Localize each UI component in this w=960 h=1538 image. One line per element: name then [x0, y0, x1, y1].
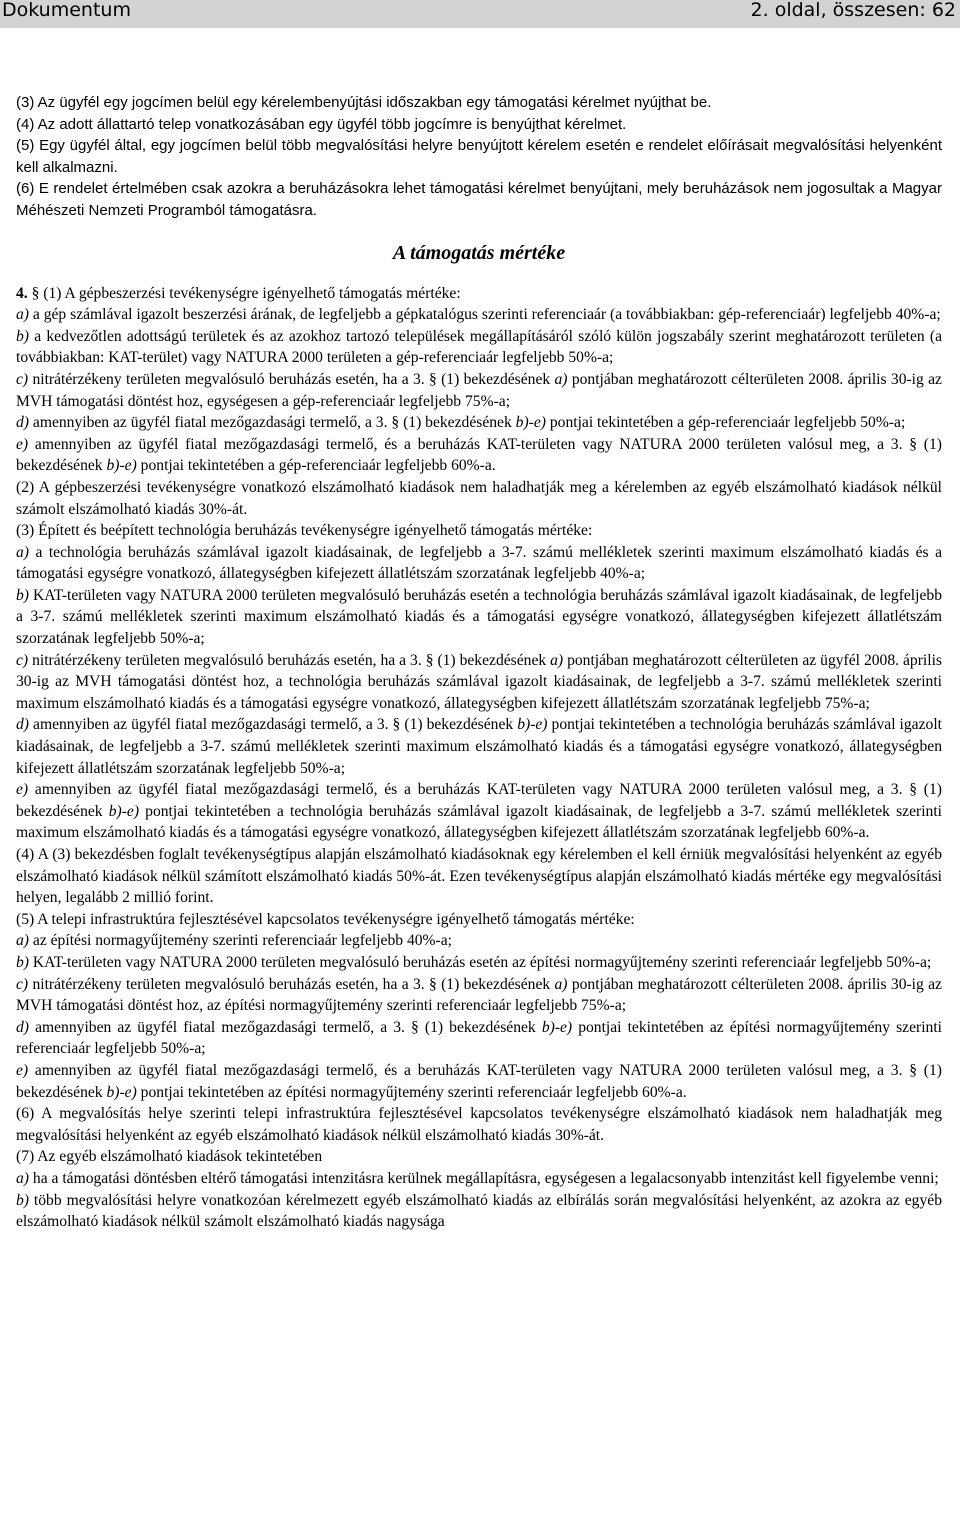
paragraph-6: (6) E rendelet értelmében csak azokra a beruházásokra lehet támogatási kérelmet benyújtani, mely beruházások nem jogosultak a Magyar Méhészeti Nemzeti Programból támogatásra. — [16, 180, 942, 219]
item-e: e) amennyiben az ügyfél fiatal mezőgazdasági termelő, és a beruházás KAT-területen vagy NATURA 2000 területen valósul meg, a 3. § (1) bekezdésének b)-e) pontjai tekintetében a gép-referenciaár legfeljebb 60%-a. — [16, 435, 942, 475]
paragraph-3-intro: (3) Épített és beépített technológia beruházás tevékenységre igényelhető támogatás mértéke: — [16, 522, 593, 540]
document-body — [16, 92, 942, 1233]
p3-item-a: a) a technológia beruházás számlával igazolt kiadásainak, de legfeljebb a 3-7. számú mellékletek szerinti maximum elszámolható kiadás és a támogatási egységre vonatkozó, állategységben kifejezett állatlétszám szorzatának legfeljebb 40%-a; — [16, 543, 942, 583]
paragraph-4-body: (4) A (3) bekezdésben foglalt tevékenységtípus alapján elszámolható kiadásoknak egy kérelemben el kell érniük megvalósítási helyenként az egyéb elszámolható kiadások nélkül számított elszámolható kiadás 50%-át. Ezen tevékenységtípus alapján elszámolható kiadás mértéke egy megvalósítási helyen, legalább 2 millió forint. — [16, 846, 942, 907]
p5-item-a: a) az építési normagyűjtemény szerinti referenciaár legfeljebb 40%-a; — [16, 932, 452, 950]
p5-item-e: e) amennyiben az ügyfél fiatal mezőgazdasági termelő, és a beruházás KAT-területen vagy NATURA 2000 területen valósul meg, a 3. § (1) bekezdésének b)-e) pontjai tekintetében az építési normagyűjtemény szerinti referenciaár legfeljebb 60%-a. — [16, 1061, 942, 1101]
section-4-intro: 4. § (1) A gépbeszerzési tevékenységre igényelhető támogatás mértéke: — [16, 284, 461, 302]
p3-item-d: d) amennyiben az ügyfél fiatal mezőgazdasági termelő, a 3. § (1) bekezdésének b)-e) pontjai tekintetében a technológia beruházás számlával igazolt kiadásainak, de legfeljebb a 3-7. számú mellékletek szerinti maximum elszámolható kiadás és a támogatási egységre vonatkozó, állategységben kifejezett állatlétszám szorzatának legfeljebb 50%-a; — [16, 716, 942, 777]
document-title: Dokumentum — [2, 0, 131, 21]
paragraph-4: (4) Az adott állattartó telep vonatkozásában egy ügyfél több jogcímre is benyújthat kérelmet. — [16, 115, 627, 133]
paragraph-5: (5) Egy ügyfél által, egy jogcímen belül több megvalósítási helyre benyújtott kérelem esetén e rendelet előírásait megvalósítási helyenként kell alkalmazni. — [16, 137, 942, 176]
p5-item-d: d) amennyiben az ügyfél fiatal mezőgazdasági termelő, a 3. § (1) bekezdésének b)-e) pontjai tekintetében az építési normagyűjtemény szerinti referenciaár legfeljebb 50%-a; — [16, 1018, 942, 1058]
paragraph-2: (2) A gépbeszerzési tevékenységre vonatkozó elszámolható kiadások nem haladhatják meg a kérelemben az egyéb elszámolható kiadások nélkül számolt elszámolható kiadás 30%-át. — [16, 478, 942, 518]
p7-item-b: b) több megvalósítási helyre vonatkozóan kérelmezett egyéb elszámolható kiadás az elbírálás során megvalósítási helyenként, az azokra az egyéb elszámolható kiadások nélkül számolt elszámolható kiadás nagysága — [16, 1191, 942, 1231]
item-d: d) amennyiben az ügyfél fiatal mezőgazdasági termelő, a 3. § (1) bekezdésének b)-e) pontjai tekintetében a gép-referenciaár legfeljebb 50%-a; — [16, 414, 906, 432]
p3-item-e: e) amennyiben az ügyfél fiatal mezőgazdasági termelő, és a beruházás KAT-területen vagy NATURA 2000 területen valósul meg, a 3. § (1) bekezdésének b)-e) pontjai tekintetében a technológia beruházás számlával igazolt kiadásainak, de legfeljebb a 3-7. számú mellékletek szerinti maximum elszámolható kiadás és a támogatási egységre vonatkozó, állategységben kifejezett állatlétszám szorzatának legfeljebb 60%-a. — [16, 781, 942, 842]
p3-item-c: c) nitrátérzékeny területen megvalósuló beruházás esetén, ha a 3. § (1) bekezdésének a) pontjában meghatározott célterületen az ügyfél 2008. április 30-ig az MVH támogatási döntést hoz, a technológia beruházás számlával igazolt kiadásainak, de legfeljebb a 3-7. számú mellékletek szerinti maximum elszámolható kiadás és a támogatási egységre vonatkozó, állategységben kifejezett állatlétszám szorzatának legfeljebb 75%-a; — [16, 651, 942, 712]
item-a: a) a gép számlával igazolt beszerzési árának, de legfeljebb a gépkatalógus szerinti referenciaár (a továbbiakban: gép-referenciaár) legfeljebb 40%-a; — [16, 306, 941, 324]
section-number: 4. — [16, 284, 28, 302]
section-heading: A támogatás mértéke — [392, 241, 566, 264]
p5-item-b: b) KAT-területen vagy NATURA 2000 területen megvalósuló beruházás esetén az építési normagyűjtemény szerinti referenciaár legfeljebb 50%-a; — [16, 953, 932, 971]
paragraph-7-intro: (7) Az egyéb elszámolható kiadások tekintetében — [16, 1148, 323, 1166]
paragraph-5-intro: (5) A telepi infrastruktúra fejlesztésével kapcsolatos tevékenységre igényelhető támogatás mértéke: — [16, 910, 635, 928]
page-indicator: 2. oldal, összesen: 62 — [750, 0, 956, 21]
item-c: c) nitrátérzékeny területen megvalósuló beruházás esetén, ha a 3. § (1) bekezdésének a) pontjában meghatározott célterületen 2008. április 30-ig az MVH támogatási döntést hoz, egységesen a gép-referenciaár legfeljebb 75%-a; — [16, 370, 942, 410]
item-b: b) a kedvezőtlen adottságú területek és az azokhoz tartozó települések megállapításáról szóló külön jogszabály szerint meghatározott területen (a továbbiakban: KAT-terület) vagy NATURA 2000 területen a gép-referenciaár legfeljebb 50%-a; — [16, 327, 942, 367]
p7-item-a: a) ha a támogatási döntésben eltérő támogatási intenzitásra kerülnek megállapításra, egységesen a legalacsonyabb intenzitást kell figyelembe venni; — [16, 1169, 939, 1187]
p5-item-c: c) nitrátérzékeny területen megvalósuló beruházás esetén, ha a 3. § (1) bekezdésének a) pontjában meghatározott célterületen 2008. április 30-ig az MVH támogatási döntést hoz, az építési normagyűjtemény szerinti referenciaár legfeljebb 75%-a; — [16, 975, 942, 1015]
document-header — [0, 0, 960, 28]
p3-item-b: b) KAT-területen vagy NATURA 2000 területen megvalósuló beruházás esetén a technológia beruházás számlával igazolt kiadásainak, de legfeljebb a 3-7. számú mellékletek szerinti maximum elszámolható kiadás és a támogatási egységre vonatkozó, állategységben kifejezett állatlétszám szorzatának legfeljebb 50%-a; — [16, 586, 942, 648]
paragraph-6-body: (6) A megvalósítás helye szerinti telepi infrastruktúra fejlesztésével kapcsolatos tevékenységre elszámolható kiadások nem haladhatják meg megvalósítási helyenként az egyéb elszámolható kiadások nélkül elszámolható kiadás 30%-át. — [16, 1105, 942, 1144]
paragraph-3: (3) Az ügyfél egy jogcímen belül egy kérelembenyújtási időszakban egy támogatási kérelmet nyújthat be. — [16, 94, 712, 111]
